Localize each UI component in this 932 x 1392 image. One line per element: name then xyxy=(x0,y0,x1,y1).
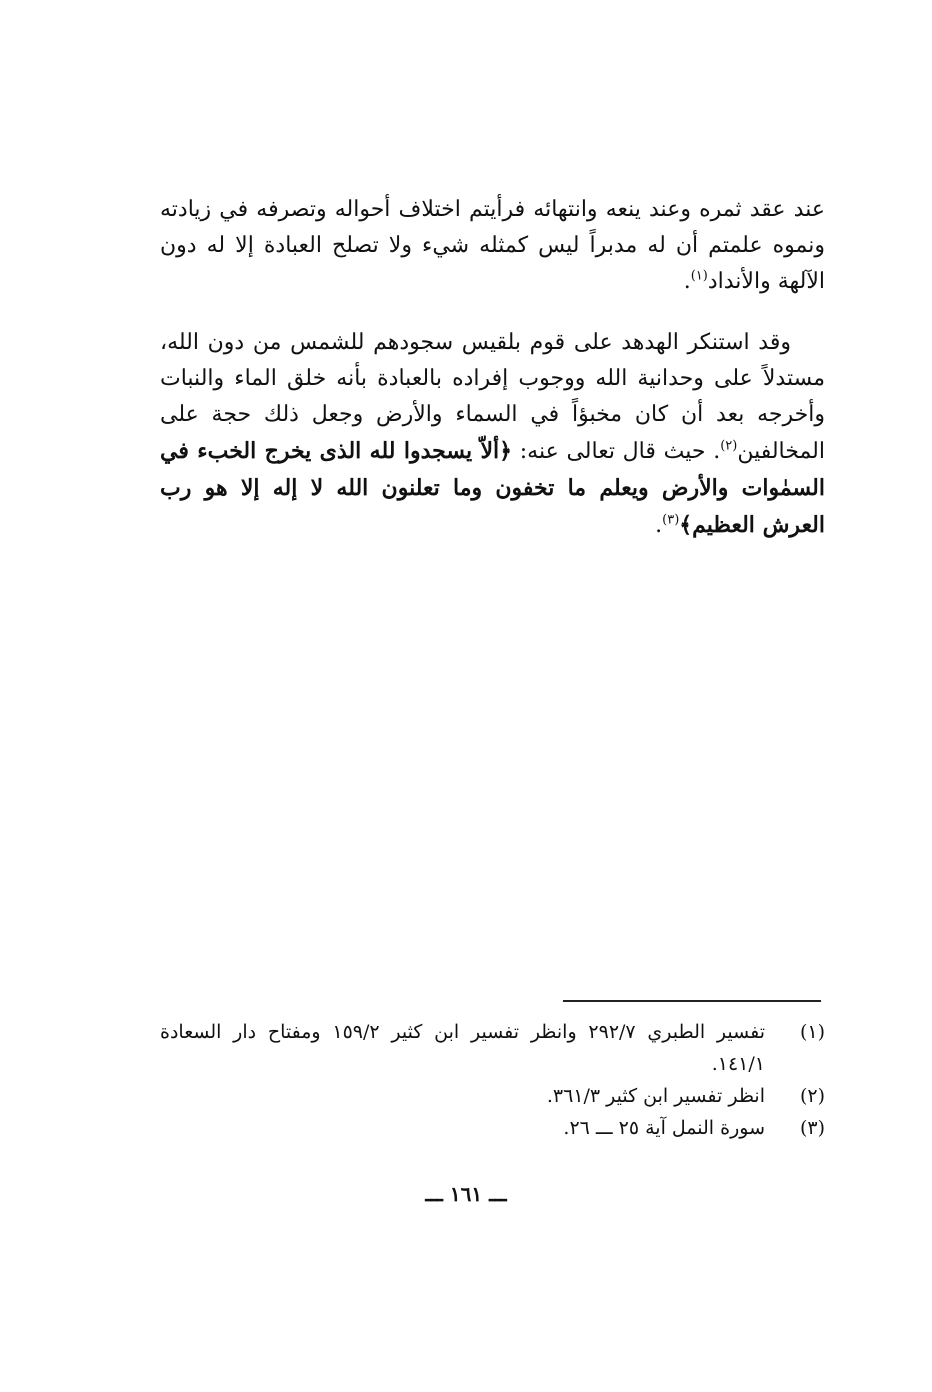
footnote-number: (٢) xyxy=(799,1085,825,1107)
quran-verse: ﴿ألاّ يسجدوا لله الذى يخرج الخبء في السمٰوات والأرض ويعلم ما تخفون وما تعلنون الله لا إله إلا هو رب العرش العظيم﴾ xyxy=(160,438,825,538)
footnote-ref-2: (٢) xyxy=(720,438,738,454)
footnote-ref-3: (٣) xyxy=(662,512,680,528)
page-number: ـــ ١٦١ ـــ xyxy=(425,1182,507,1206)
footnote-number: (١) xyxy=(799,1021,825,1043)
footnote-separator xyxy=(563,1000,821,1002)
paragraph-2-text-b: . حيث قال تعالى عنه: xyxy=(512,439,721,464)
paragraph-1-end: . xyxy=(683,269,691,294)
footnote-text: تفسير الطبري ٢٩٢/٧ وانظر تفسير ابن كثير ١٥٩/٢ ومفتاح دار السعادة ١٤١/١. xyxy=(160,1021,765,1075)
footnote-number: (٣) xyxy=(799,1117,825,1139)
footnote-3 xyxy=(160,1112,825,1144)
paragraph-2-text-a: وقد استنكر الهدهد على قوم بلقيس سجودهم للشمس من دون الله، مستدلاً على وحدانية الله ووجوب إفراده بالعبادة بأنه خلق الماء والنبات وأخرجه بعد أن كان مخبؤاً في السماء والأرض وجعل ذلك حجة على المخالفين xyxy=(160,330,825,464)
footnote-ref-1: (١) xyxy=(690,268,708,284)
paragraph-1-text: عند عقد ثمره وعند ينعه وانتهائه فرأيتم اختلاف أحواله وتصرفه في زيادته ونموه علمتم أن له مدبراً ليس كمثله شيء ولا تصلح العبادة إلا له دون الآلهة والأنداد xyxy=(160,197,825,294)
footnote-text: انظر تفسير ابن كثير ٣٦١/٣. xyxy=(546,1085,765,1107)
paragraph-2 xyxy=(160,325,825,544)
main-text xyxy=(160,192,825,544)
footnote-2 xyxy=(160,1080,825,1112)
footnote-1 xyxy=(160,1016,825,1080)
paragraph-2-end: . xyxy=(655,513,663,538)
paragraph-1 xyxy=(160,192,825,300)
footnotes xyxy=(160,1016,825,1144)
footnote-text: سورة النمل آية ٢٥ ـــ ٢٦. xyxy=(563,1117,765,1139)
